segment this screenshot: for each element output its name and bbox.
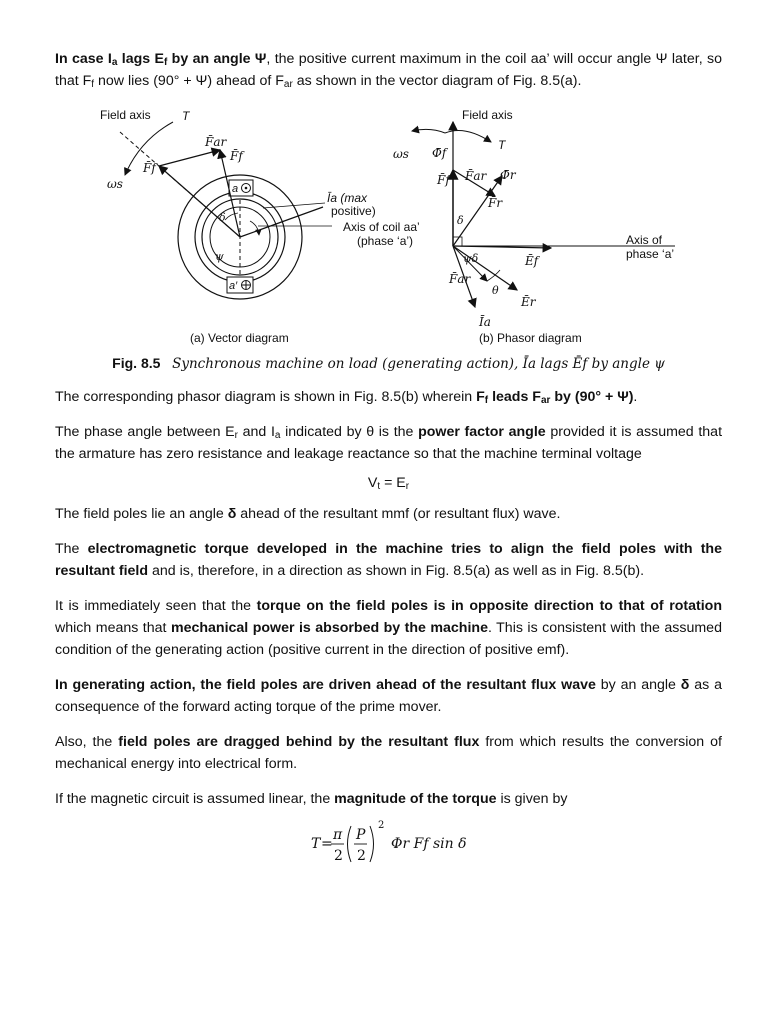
svg-text:Φr Ff sin δ: Φr Ff sin δ	[391, 836, 467, 852]
ph-torque-label: T	[498, 138, 506, 152]
torque-formula	[55, 818, 722, 878]
coil-a-prime-label: a′	[229, 280, 238, 292]
ph-omega-arrow	[412, 129, 445, 133]
ph-field-axis-label: Field axis	[462, 108, 513, 122]
vec-Ia-label-2: positive)	[331, 204, 376, 218]
paragraph-opposite-direction: It is immediately seen that the torque on the field poles is in opposite direction to that of rotation which means that mechanical power is absorbed by the machine. This is consistent with the assumed condition of the generating action (positive current in the direction of positive emf).	[55, 598, 722, 658]
svg-text:2: 2	[378, 820, 385, 831]
svg-text:2: 2	[334, 848, 343, 864]
ph-subcaption: (b) Phasor diagram	[479, 331, 582, 345]
svg-text:2: 2	[357, 848, 366, 864]
ph-Ff-label: F̄f	[437, 173, 450, 187]
figure-caption	[55, 354, 722, 373]
ph-Phi-r-label: Φ̄r	[500, 168, 516, 182]
vec-Ia-label: Īa (max	[327, 191, 368, 205]
ph-axis-phase-label-2: phase ‘a’	[626, 247, 675, 261]
vec-omega-label: ωs	[107, 177, 123, 191]
ph-psi-delta-label: ψδ	[463, 252, 479, 265]
svg-text:T: T	[311, 836, 321, 852]
paragraph-field-poles: The field poles lie an angle δ ahead of the resultant mmf (or resultant flux) wave.	[55, 506, 561, 522]
vec-Ff-label: F̄f	[230, 149, 243, 163]
ph-Phi-r-arrow	[453, 176, 502, 246]
svg-text:=: =	[321, 836, 333, 852]
ph-delta-label: δ	[457, 214, 464, 227]
figure-diagrams	[55, 100, 722, 350]
equation-torque	[55, 818, 722, 878]
ph-Far-label: F̄ar	[465, 169, 487, 183]
ph-Er-label: Ēr	[521, 295, 536, 309]
equation-vt: $V_t = E_r$	[367, 475, 410, 492]
figure-number: Fig. 8.5	[112, 355, 161, 371]
ph-Ef-label: Ēf	[525, 254, 539, 268]
coil-a-label: a	[232, 183, 239, 195]
vec-subcaption: (a) Vector diagram	[190, 331, 289, 345]
vec-psi-label: ψ	[215, 250, 224, 263]
vec-Far-top	[159, 150, 220, 166]
svg-text:P: P	[356, 827, 366, 843]
vec-axis-coil-label-2: (phase ‘a’)	[357, 234, 414, 248]
vec-axis-coil-label: Axis of coil aa’	[343, 220, 420, 234]
vec-Ff-side-label: F̄f	[143, 161, 156, 175]
intro-bold: In case $I_a$ lags $E_f$ by an angle Ψ	[55, 51, 267, 68]
ph-omega-label: ωs	[393, 147, 409, 161]
vec-delta-label: δ	[219, 211, 226, 224]
paragraph-phasor: The corresponding phasor diagram is shown in Fig. 8.5(b) wherein $F_f$ leads $F_{ar}$ by (90° + Ψ).	[55, 389, 638, 406]
paragraph-dragged-behind: Also, the field poles are dragged behind by the resultant flux from which results the conversion of mechanical energy into electrical form.	[55, 734, 723, 772]
paragraph-generating-action: In generating action, the field poles are driven ahead of the resultant flux wave by an angle δ as a consequence of the forward acting torque of the prime mover.	[55, 677, 722, 715]
vec-Far-label: F̄ar	[205, 135, 227, 149]
document-page	[55, 48, 722, 878]
ph-Far-low-label: F̄ar	[449, 272, 471, 286]
figure-8-5	[55, 100, 722, 350]
vector-diagram	[100, 108, 420, 345]
ph-Ia-label: Īa	[479, 315, 491, 329]
paragraph-torque-align: The electromagnetic torque developed in the machine tries to align the field poles with the resultant field and is, therefore, in a direction as shown in Fig. 8.5(a) as well as in Fig. 8.5(b).	[55, 541, 722, 579]
svg-text:π: π	[333, 827, 343, 843]
paragraph-torque-magnitude: If the magnetic circuit is assumed linear, the magnitude of the torque is given by	[55, 791, 568, 807]
ph-axis-phase-label: Axis of	[626, 233, 663, 247]
vec-field-axis-label: Field axis	[100, 108, 151, 122]
paragraph-phase-angle: The phase angle between $E_r$ and $I_a$ indicated by θ is the power factor angle provided it is assumed that the armature has zero resistance and leakage reactance so that the machine terminal voltage	[55, 424, 723, 462]
figure-caption-text: Synchronous machine on load (generating action), Īa lags Ēf by angle ψ	[172, 356, 665, 372]
ph-Phi-f-label: Φ̄f	[432, 146, 447, 160]
ph-Fr-label: F̄r	[488, 196, 503, 210]
ph-theta-label: θ	[492, 284, 499, 297]
ph-torque-arrow	[445, 130, 491, 142]
intro-paragraph: In case $I_a$ lags $E_f$ by an angle Ψ, the positive current maximum in the coil aa’ will occur angle Ψ later, so that $F_f$ now lies (90° + Ψ) ahead of $F_{ar}$ as shown in the vector diagram of Fig. 8.5(a).	[55, 51, 722, 90]
vec-torque-label: T	[182, 109, 190, 123]
phasor-diagram	[393, 108, 675, 345]
